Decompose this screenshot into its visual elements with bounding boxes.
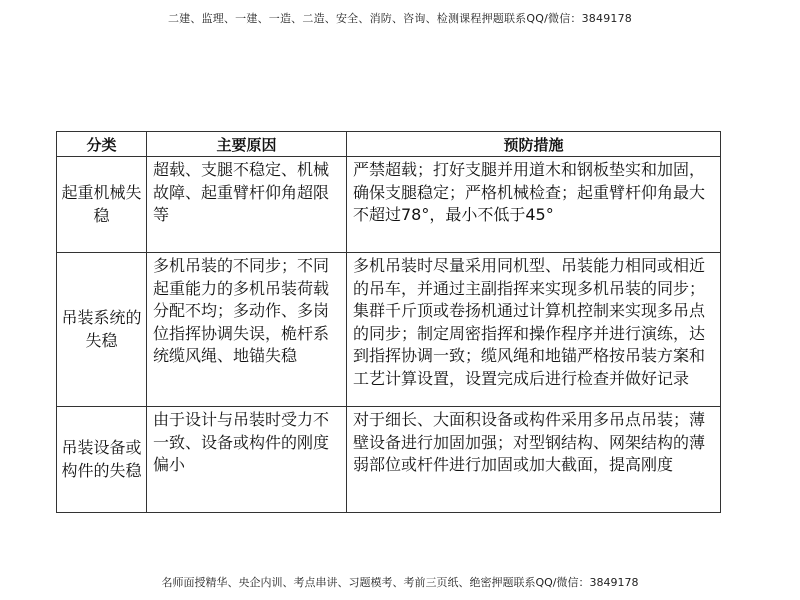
- crane-instability-table-container: [56, 131, 720, 513]
- column-header-measure: 预防措施: [347, 132, 721, 157]
- row-measure-cell: 对于细长、大面积设备或构件采用多吊点吊装；薄壁设备进行加固加强；对型钢结构、网架结构的薄弱部位或杆件进行加固或加大截面，提高刚度: [347, 407, 721, 513]
- table-row: [57, 157, 721, 253]
- row-category-cell: 吊装系统的失稳: [57, 253, 147, 407]
- row-measure-cell: 多机吊装时尽量采用同机型、吊装能力相同或相近的吊车，并通过主副指挥来实现多机吊装的同步；集群千斤顶或卷扬机通过计算机控制来实现多吊点的同步；制定周密指挥和操作程序并进行演练，达到指挥协调一致；缆风绳和地锚严格按吊装方案和工艺计算设置，设置完成后进行检查并做好记录: [347, 253, 721, 407]
- row-category-cell: 起重机械失稳: [57, 157, 147, 253]
- row-category-cell: 吊装设备或构件的失稳: [57, 407, 147, 513]
- row-cause-cell: 超载、支腿不稳定、机械故障、起重臂杆仰角超限等: [147, 157, 347, 253]
- row-measure-cell: 严禁超载；打好支腿并用道木和钢板垫实和加固，确保支腿稳定；严格机械检查；起重臂杆仰角最大不超过78°，最小不低于45°: [347, 157, 721, 253]
- row-cause-cell: 由于设计与吊装时受力不一致、设备或构件的刚度偏小: [147, 407, 347, 513]
- row-cause-cell: 多机吊装的不同步；不同起重能力的多机吊装荷载分配不均；多动作、多岗位指挥协调失误，桅杆系统缆风绳、地锚失稳: [147, 253, 347, 407]
- column-header-cause: 主要原因: [147, 132, 347, 157]
- table-header-row: [57, 132, 721, 157]
- crane-instability-table: [56, 131, 721, 513]
- page-footer-text: 名师面授精华、央企内训、考点串讲、习题模考、考前三页纸、绝密押题联系QQ/微信：3849178: [161, 576, 639, 589]
- table-row: [57, 407, 721, 513]
- page-header-text: 二建、监理、一建、一造、二造、安全、消防、咨询、检测课程押题联系QQ/微信：3849178: [167, 12, 632, 25]
- column-header-category: 分类: [57, 132, 147, 157]
- table-row: [57, 253, 721, 407]
